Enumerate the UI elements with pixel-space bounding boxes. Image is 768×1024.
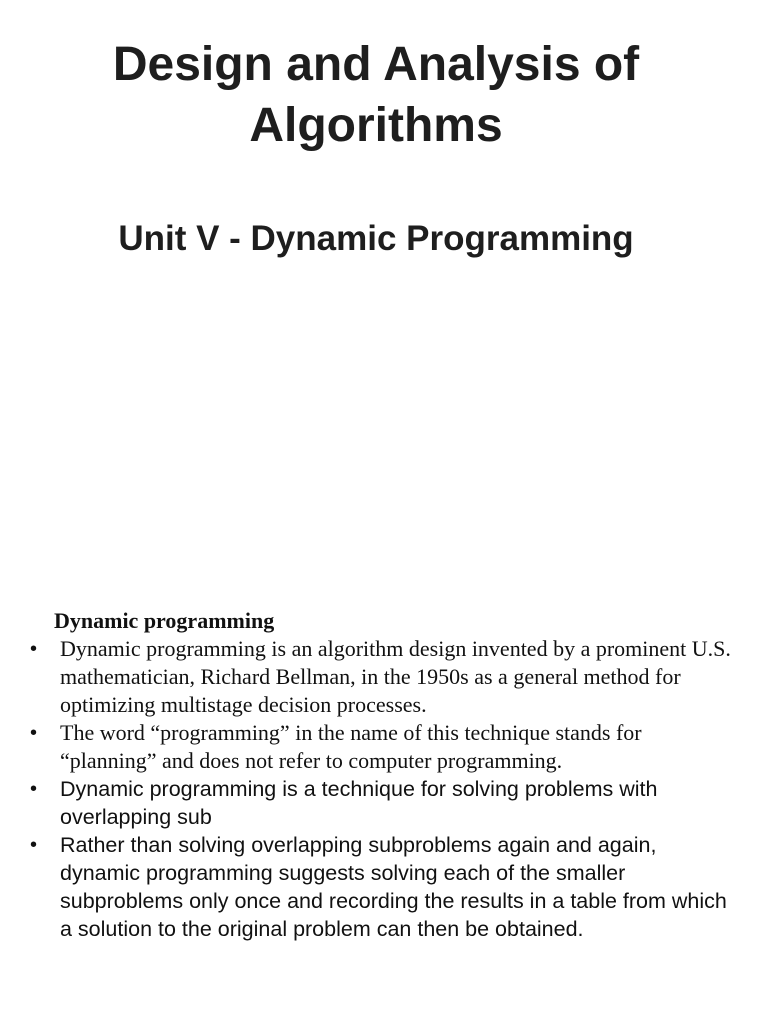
list-item — [28, 635, 738, 719]
bullet-icon: • — [30, 638, 38, 660]
bullet-text: Dynamic programming is an algorithm design invented by a prominent U.S. mathematician, Richard Bellman, in the 1950s as a general method for optimizing multistage decision processes. — [60, 636, 731, 717]
bullet-text: The word “programming” in the name of this technique stands for “planning” and does not refer to computer programming. — [60, 720, 642, 773]
content-section — [28, 607, 738, 943]
bullet-icon: • — [30, 722, 38, 744]
list-item — [28, 719, 738, 775]
bullet-list — [28, 635, 738, 943]
bullet-icon: • — [30, 778, 38, 800]
bullet-text: Dynamic programming is a technique for solving problems with overlapping sub — [60, 777, 658, 829]
list-item — [28, 831, 738, 943]
page-subtitle: Unit V - Dynamic Programming — [118, 219, 634, 258]
bullet-icon: • — [30, 834, 38, 856]
page-title: Design and Analysis of Algorithms — [112, 38, 640, 152]
list-item — [28, 775, 738, 831]
bullet-text: Rather than solving overlapping subproblems again and again, dynamic programming suggests solving each of the smaller subproblems only once and recording the results in a table from which a solution to the original problem can then be obtained. — [60, 833, 727, 941]
section-heading: Dynamic programming — [54, 608, 275, 633]
